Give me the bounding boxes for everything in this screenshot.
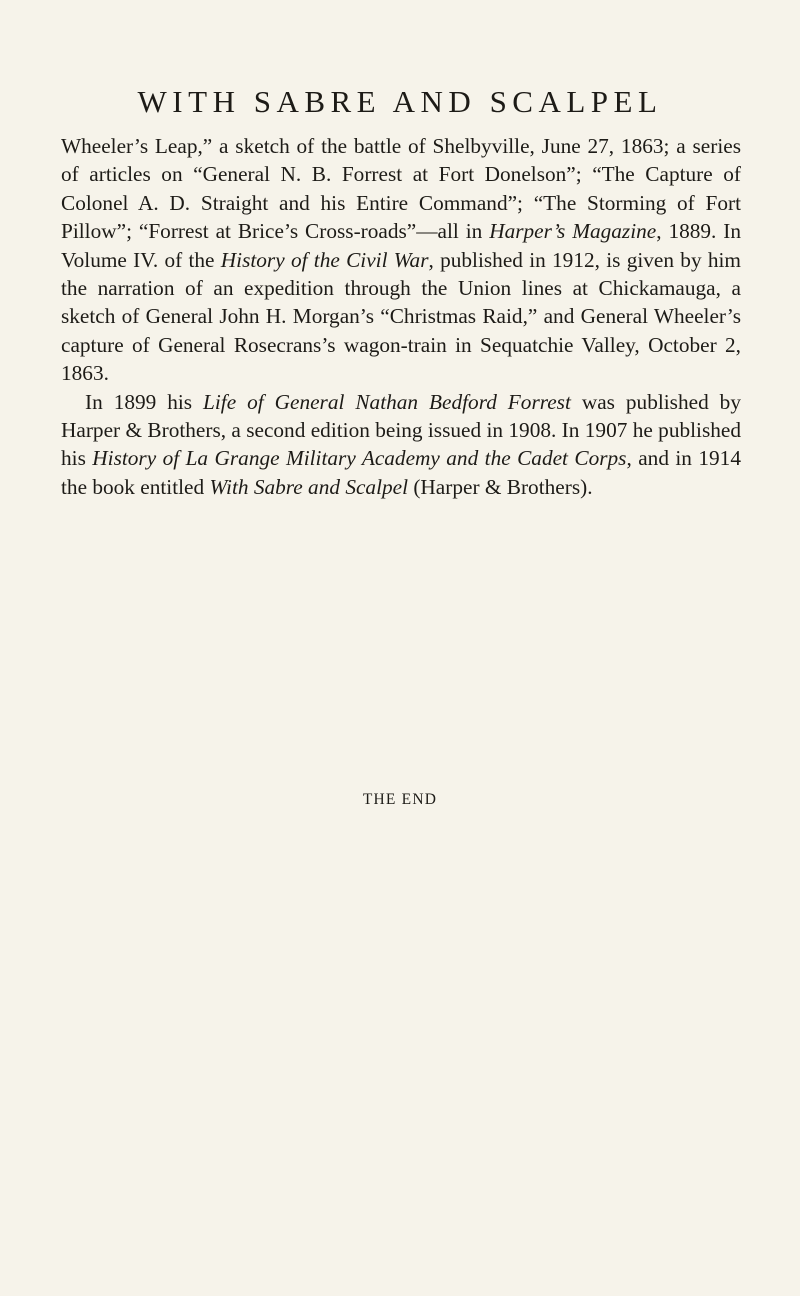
the-end-label: THE END <box>362 791 438 808</box>
paragraph-2-italic-3: With Sabre and Scalpel <box>209 474 409 499</box>
paragraph-2-text-1: In 1899 his <box>85 389 204 414</box>
paragraph-2-text-4: (Harper & Brothers). <box>408 474 593 499</box>
paragraph-1-text-2: , 1889. In Volume IV. of the <box>61 219 742 272</box>
paragraph-1-italic-2: History of the Civil War <box>220 247 429 272</box>
running-head: WITH SABRE AND SCALPEL <box>137 84 663 119</box>
paragraph-1-text-3: , published in 1912, is given by him the narration of an expedition through the Union lines at Chickamauga, a sketch of General John H. Morgan’s “Christmas Raid,” and General Wheeler’s capture of General Rosecrans’s wagon-train in Sequatchie Valley, October 2, 1863. <box>61 247 741 386</box>
body-text <box>61 132 741 501</box>
paragraph-1-italic-1: Harper’s Magazine <box>489 219 657 244</box>
paragraph-2-italic-2: History of La Grange Military Academy and the Cadet Corps <box>92 446 627 471</box>
paragraph-2 <box>61 388 741 502</box>
paragraph-1 <box>61 132 741 388</box>
paragraph-1-text-1: Wheeler’s Leap,” a sketch of the battle of Shelbyville, June 27, 1863; a series of articles on “General N. B. Forrest at Fort Donelson”; “The Capture of Colonel A. D. Straight and his Entire Command”; “The Storming of Fort Pillow”; “Forrest at Brice’s Cross-roads”—all in <box>61 134 741 244</box>
paragraph-2-text-2: was published by Harper & Brothers, a second edition being issued in 1908. In 1907 he published his <box>61 389 741 471</box>
paragraph-2-text-3: , and in 1914 the book entitled <box>61 446 741 499</box>
paragraph-2-italic-1: Life of General Nathan Bedford Forrest <box>203 389 571 414</box>
